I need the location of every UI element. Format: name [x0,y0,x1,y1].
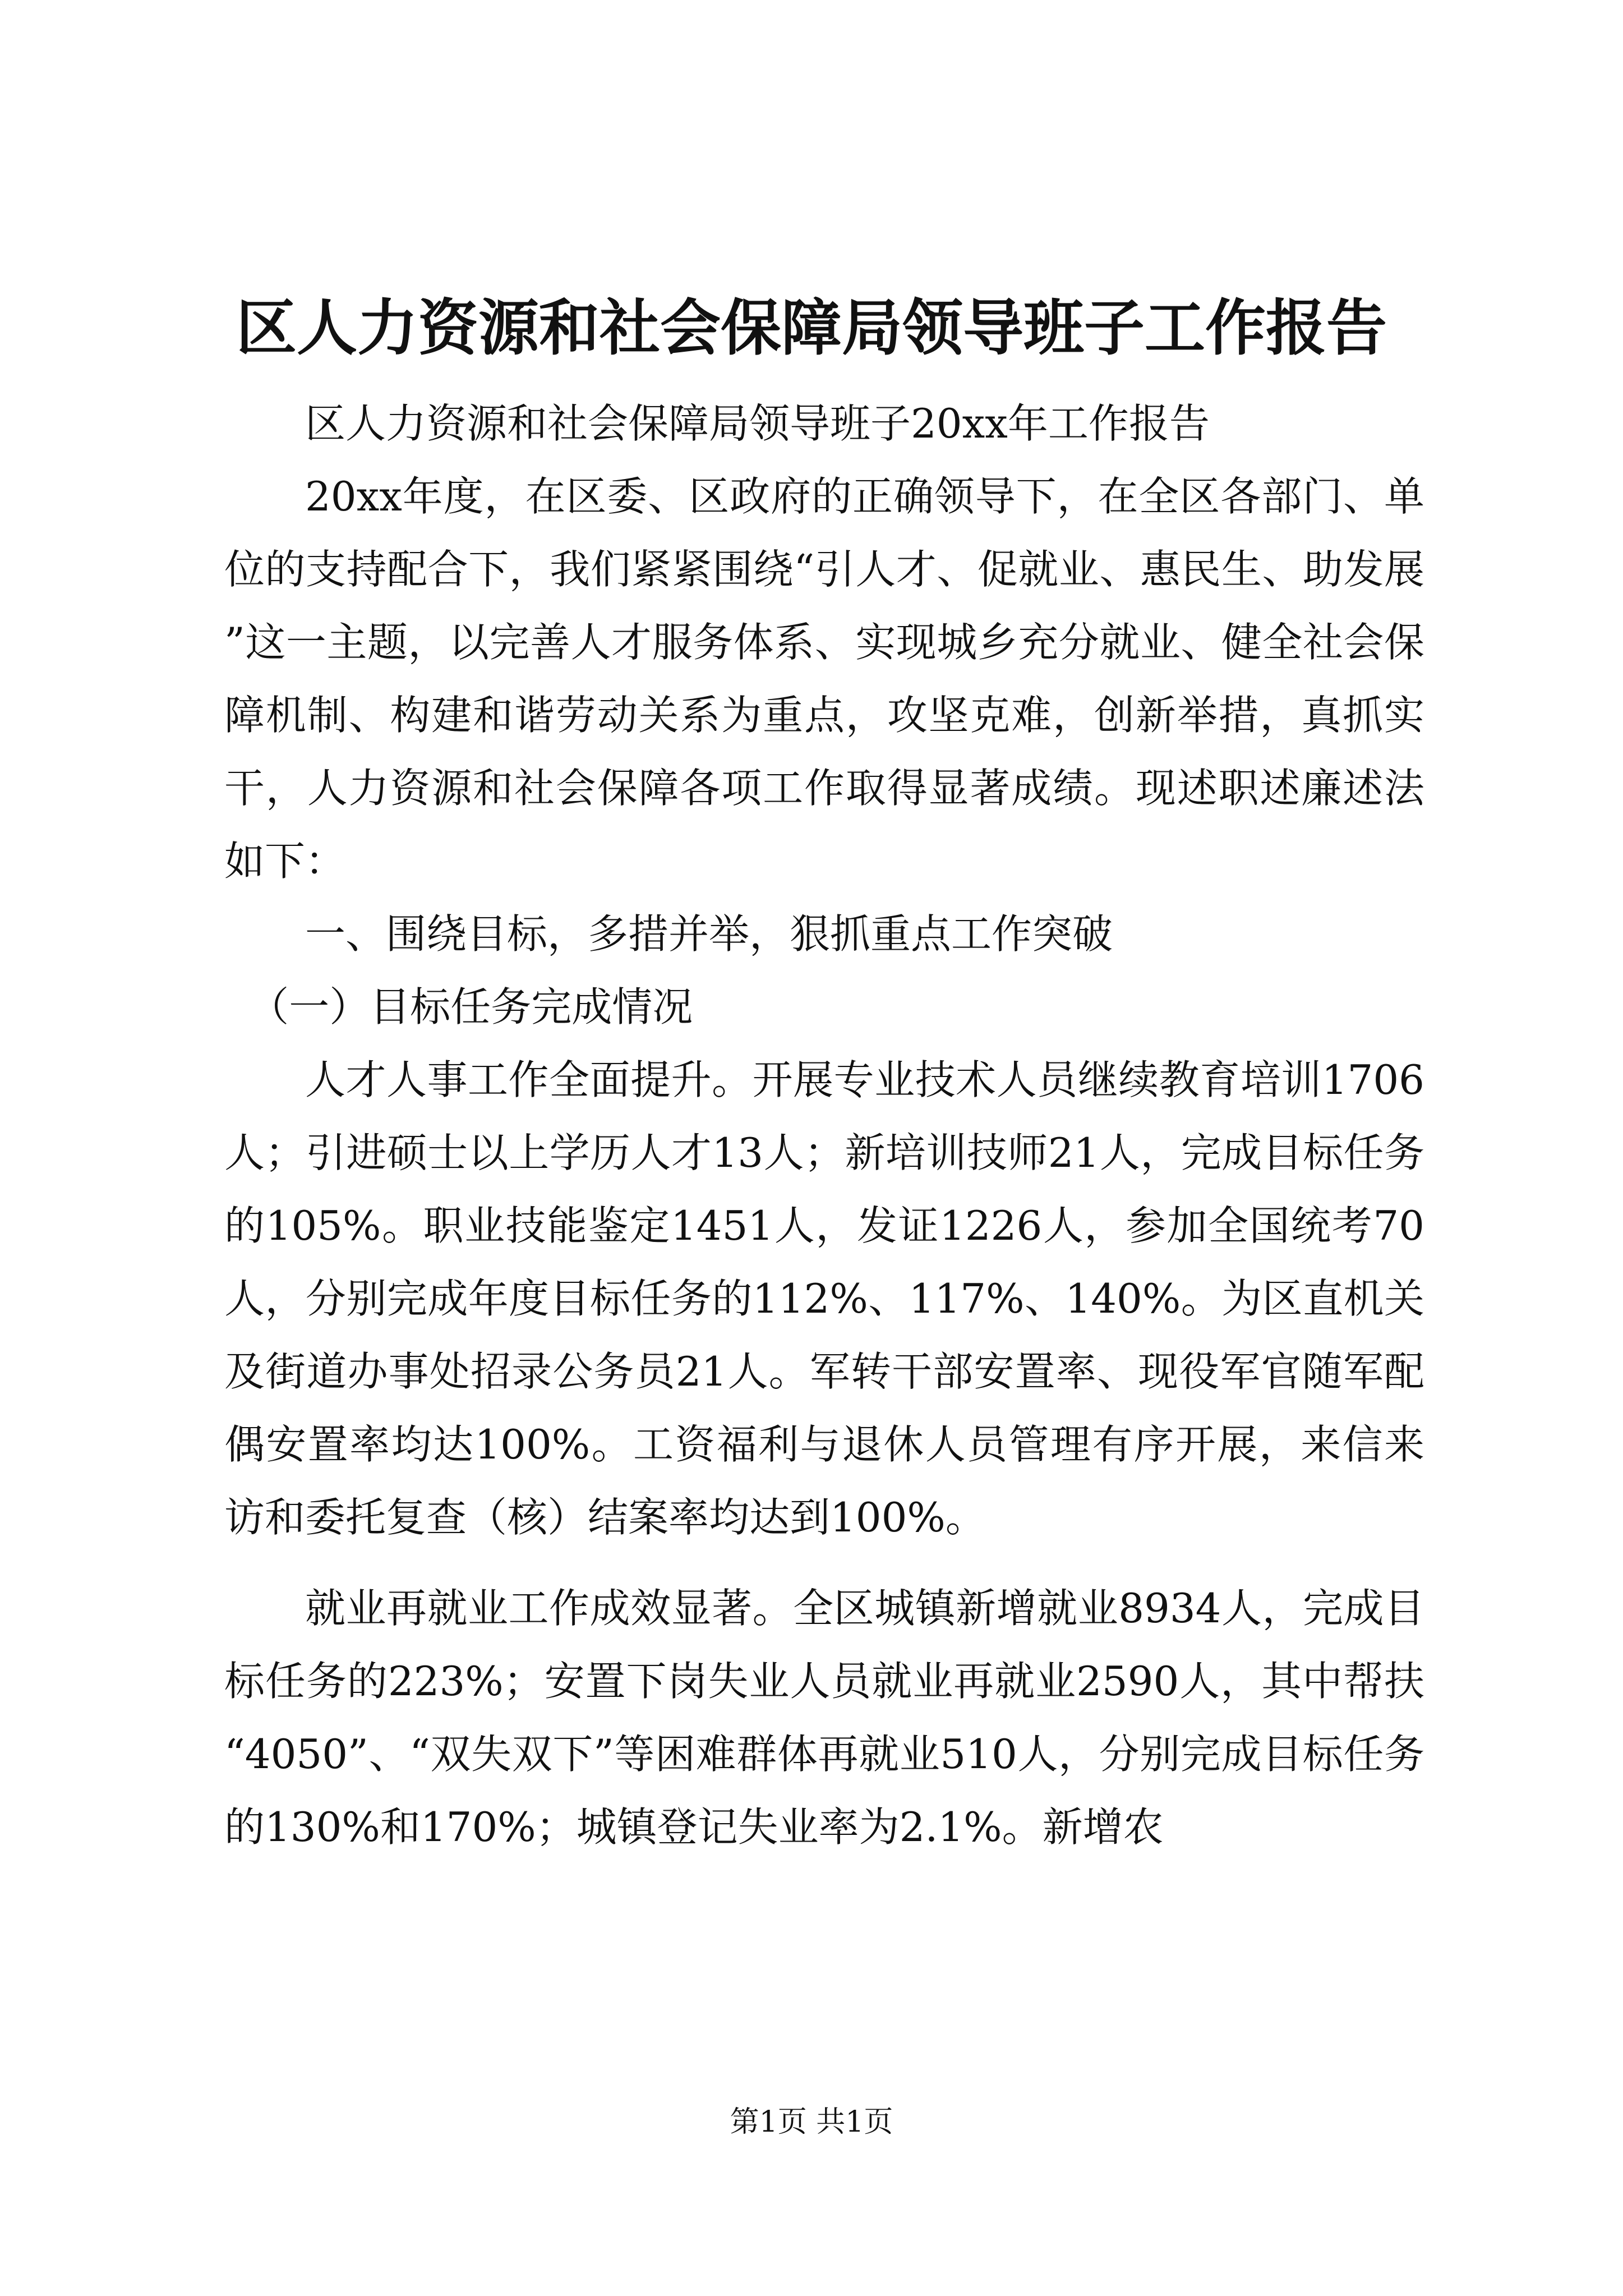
document-body [224,387,1424,1864]
document-title: 区人力资源和社会保障局领导班子工作报告 [236,293,1387,364]
intro-paragraph: 20xx年度，在区委、区政府的正确领导下，在全区各部门、单位的支持配合下，我们紧紧围绕“引人才、促就业、惠民生、助发展”这一主题，以完善人才服务体系、实现城乡充分就业、健全社会保障机制、构建和谐劳动关系为重点，攻坚克难，创新举措，真抓实干，人力资源和社会保障各项工作取得显著成绩。现述职述廉述法如下： [224,473,1424,885]
section-heading: 一、围绕目标，多措并举，狠抓重点工作突破 [305,910,1113,958]
employment-paragraph: 就业再就业工作成效显著。全区城镇新增就业8934人，完成目标任务的223%；安置下岗失业人员就业再就业2590人，其中帮扶“4050”、“双失双下”等困难群体再就业510人，分别完成目标任务的130%和170%；城镇登记失业率为2.1%。新增农 [224,1585,1424,1851]
report-subtitle: 区人力资源和社会保障局领导班子20xx年工作报告 [305,400,1210,447]
page-footer: 第1页 共1页 [730,2105,893,2139]
talent-paragraph: 人才人事工作全面提升。开展专业技术人员继续教育培训1706人；引进硕士以上学历人才13人；新培训技师21人，完成目标任务的105%。职业技能鉴定1451人，发证1226人，参加全国统考70人，分别完成年度目标任务的112%、117%、140%。为区直机关及街道办事处招录公务员21人。军转干部安置率、现役军官随军配偶安置率均达100%。工资福利与退休人员管理有序开展，来信来访和委托复查（核）结案率均达到100%。 [224,1056,1424,1541]
subsection-heading: （一）目标任务完成情况 [248,983,693,1030]
